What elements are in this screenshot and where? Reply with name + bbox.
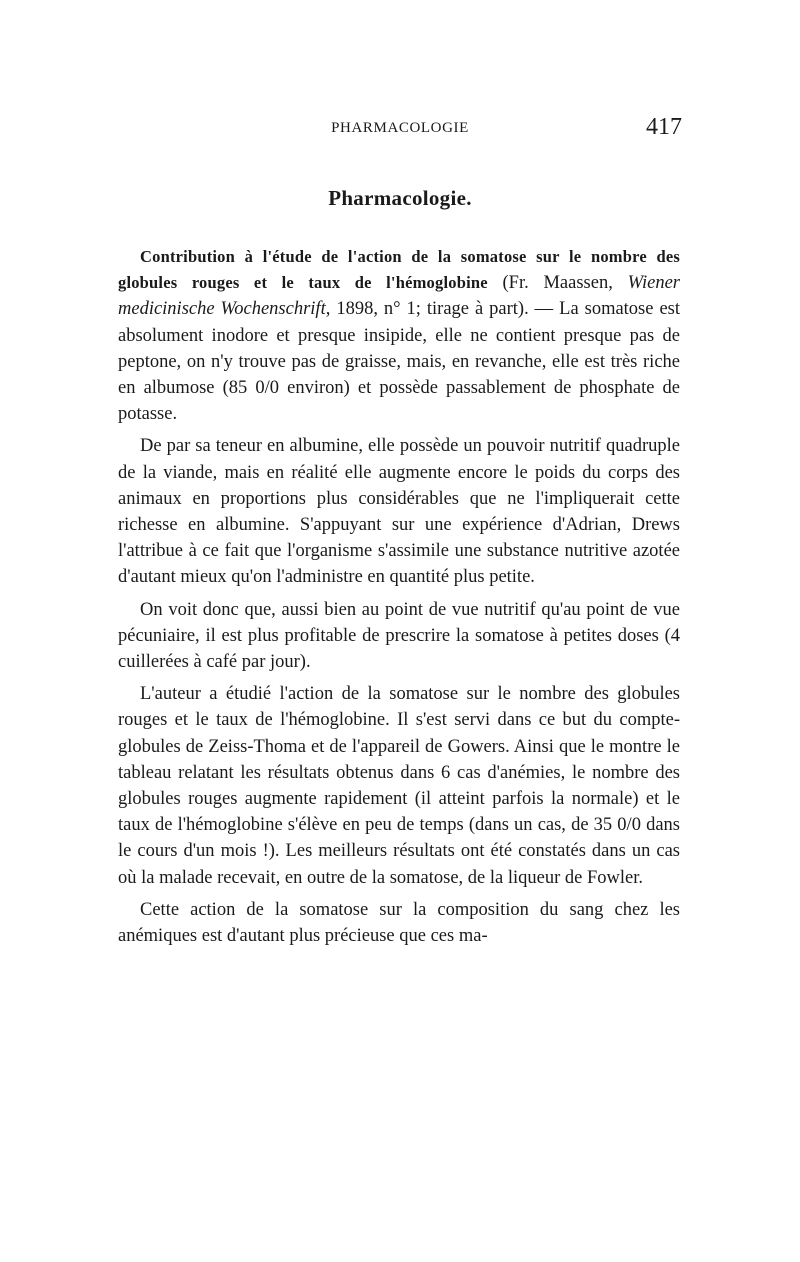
journal-name: Wiener medicinische Wochenschrift (118, 273, 680, 320)
citation-open: (Fr. Maassen, (487, 273, 628, 294)
paragraph-2: De par sa teneur en albumine, elle possède un pouvoir nutritif quadruple de la viande, mais en réalité elle augmente encore le poids du corps des animaux en proportions plus considérables que ne l'impliquerait cette richesse en albumine. S'appuyant sur une expérience d'Adrian, Drews l'attribue à ce fait que l'organisme s'assimile une substance nutritive azotée d'autant mieux qu'on l'administre en quantité plus petite. (118, 436, 680, 588)
paragraph-3: On voit donc que, aussi bien au point de vue nutritif qu'au point de vue pécuniaire, il est plus profitable de prescrire la somatose à petites doses (4 cuillerées à café par jour). (118, 599, 680, 673)
article-title: Contribution à l'étude de l'action de la somatose sur le nombre des globules rouges et le taux de l'hémoglobine (118, 247, 680, 293)
paragraph-1 (118, 244, 680, 427)
paragraph-1-text: La somatose est absolument inodore et presque insipide, elle ne contient presque pas de peptone, on n'y trouve pas de graisse, mais, en revanche, elle est très riche en albumose (85 0/0 environ) et possède passablement de phosphate de potasse. (118, 299, 680, 425)
running-head (118, 114, 682, 144)
article-body (118, 244, 680, 955)
section-heading: Pharmacologie. (328, 186, 472, 210)
citation-close: , 1898, n° 1; tirage à part). — (325, 299, 560, 320)
paragraph-5: Cette action de la somatose sur la composition du sang chez les anémiques est d'autant plus précieuse que ces ma- (118, 899, 680, 947)
running-title: PHARMACOLOGIE (331, 120, 469, 136)
page-number: 417 (646, 114, 682, 140)
paragraph-4: L'auteur a étudié l'action de la somatose sur le nombre des globules rouges et le taux de l'hémoglobine. Il s'est servi dans ce but du compte-globules de Zeiss-Thoma et de l'appareil de Gowers. Ainsi que le montre le tableau relatant les résultats obtenus dans 6 cas d'anémies, le nombre des globules rouges augmente rapidement (il atteint parfois la normale) et le taux de l'hémoglobine s'élève en peu de temps (dans un cas, de 35 0/0 dans le cours d'un mois !). Les meilleurs résultats ont été constatés dans un cas où la malade recevait, en outre de la somatose, de la liqueur de Fowler. (118, 684, 680, 888)
